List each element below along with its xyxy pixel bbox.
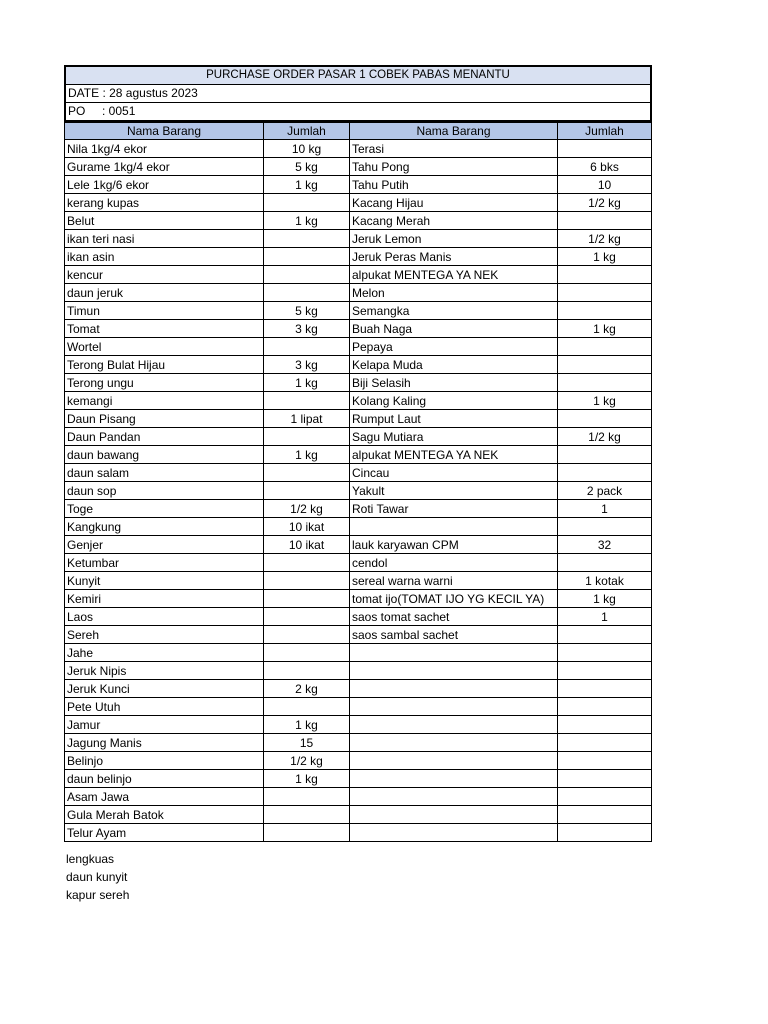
table-row	[65, 194, 652, 212]
item-name-left: Kangkung	[65, 518, 264, 536]
item-qty-right	[558, 356, 652, 374]
item-qty-left	[264, 194, 350, 212]
item-name-left: daun salam	[65, 464, 264, 482]
item-qty-left: 3 kg	[264, 320, 350, 338]
item-qty-right	[558, 752, 652, 770]
item-qty-left	[264, 626, 350, 644]
item-name-right	[350, 806, 558, 824]
item-qty-right	[558, 338, 652, 356]
item-qty-left: 15	[264, 734, 350, 752]
item-name-right	[350, 518, 558, 536]
item-name-right: lauk karyawan CPM	[350, 536, 558, 554]
column-header-right-name: Nama Barang	[350, 123, 558, 140]
item-name-left: Belinjo	[65, 752, 264, 770]
item-qty-left: 1/2 kg	[264, 500, 350, 518]
table-row	[65, 680, 652, 698]
item-qty-right: 1 kg	[558, 248, 652, 266]
table-row	[65, 572, 652, 590]
table-row	[65, 752, 652, 770]
item-name-right: Biji Selasih	[350, 374, 558, 392]
item-qty-left: 10 kg	[264, 140, 350, 158]
item-name-right: Sagu Mutiara	[350, 428, 558, 446]
item-name-right: Pepaya	[350, 338, 558, 356]
item-qty-right: 1/2 kg	[558, 230, 652, 248]
item-qty-left	[264, 428, 350, 446]
item-name-left: Terong ungu	[65, 374, 264, 392]
item-qty-left: 5 kg	[264, 158, 350, 176]
table-row	[65, 356, 652, 374]
item-name-left: Timun	[65, 302, 264, 320]
item-qty-left	[264, 644, 350, 662]
item-name-left: Gula Merah Batok	[65, 806, 264, 824]
table-row	[65, 644, 652, 662]
item-name-right: Buah Naga	[350, 320, 558, 338]
item-name-right: sereal warna warni	[350, 572, 558, 590]
items-table-body	[65, 140, 652, 842]
item-name-left: Kemiri	[65, 590, 264, 608]
item-qty-left: 1 kg	[264, 374, 350, 392]
order-number: PO : 0051	[68, 104, 136, 118]
item-name-left: Jagung Manis	[65, 734, 264, 752]
item-name-right	[350, 680, 558, 698]
table-row	[65, 266, 652, 284]
item-qty-left: 2 kg	[264, 680, 350, 698]
item-qty-right	[558, 734, 652, 752]
table-row	[65, 392, 652, 410]
item-name-right: Tahu Putih	[350, 176, 558, 194]
item-name-left: Daun Pandan	[65, 428, 264, 446]
item-name-left: Kunyit	[65, 572, 264, 590]
item-name-right	[350, 716, 558, 734]
item-name-left: kerang kupas	[65, 194, 264, 212]
item-qty-right	[558, 140, 652, 158]
extra-item: kapur sereh	[66, 888, 130, 902]
table-row	[65, 824, 652, 842]
table-row	[65, 374, 652, 392]
item-qty-left: 5 kg	[264, 302, 350, 320]
table-row	[65, 554, 652, 572]
item-qty-left	[264, 284, 350, 302]
table-row	[65, 464, 652, 482]
item-name-left: ikan asin	[65, 248, 264, 266]
item-name-right: Semangka	[350, 302, 558, 320]
item-name-right: Yakult	[350, 482, 558, 500]
extra-items-list	[66, 850, 129, 904]
item-name-right: saos sambal sachet	[350, 626, 558, 644]
table-row	[65, 176, 652, 194]
order-date: DATE : 28 agustus 2023	[66, 85, 650, 103]
extra-item: daun kunyit	[66, 870, 128, 884]
item-name-right: Roti Tawar	[350, 500, 558, 518]
item-qty-right	[558, 626, 652, 644]
item-name-left: kemangi	[65, 392, 264, 410]
table-row	[65, 536, 652, 554]
item-qty-left	[264, 698, 350, 716]
item-qty-right	[558, 518, 652, 536]
table-row	[65, 770, 652, 788]
item-qty-left	[264, 482, 350, 500]
item-qty-left	[264, 338, 350, 356]
item-name-right: alpukat MENTEGA YA NEK	[350, 446, 558, 464]
item-name-right	[350, 662, 558, 680]
item-name-right: Kolang Kaling	[350, 392, 558, 410]
table-row	[65, 626, 652, 644]
item-qty-right	[558, 464, 652, 482]
item-name-left: kencur	[65, 266, 264, 284]
item-qty-right	[558, 302, 652, 320]
table-row	[65, 716, 652, 734]
item-qty-right: 1 kg	[558, 320, 652, 338]
extra-item: lengkuas	[66, 852, 115, 866]
item-name-left: Wortel	[65, 338, 264, 356]
item-qty-right	[558, 644, 652, 662]
item-name-right: Melon	[350, 284, 558, 302]
item-qty-left: 1/2 kg	[264, 752, 350, 770]
item-name-right	[350, 788, 558, 806]
item-qty-right: 1 kg	[558, 392, 652, 410]
item-name-left: Pete Utuh	[65, 698, 264, 716]
item-qty-right	[558, 770, 652, 788]
item-name-left: Telur Ayam	[65, 824, 264, 842]
item-name-left: Terong Bulat Hijau	[65, 356, 264, 374]
table-header-row	[65, 123, 652, 140]
item-name-left: Lele 1kg/6 ekor	[65, 176, 264, 194]
item-name-right	[350, 644, 558, 662]
item-qty-left	[264, 608, 350, 626]
table-row	[65, 230, 652, 248]
item-qty-left: 1 lipat	[264, 410, 350, 428]
column-header-left-qty: Jumlah	[264, 123, 350, 140]
item-qty-right: 1 kotak	[558, 572, 652, 590]
item-qty-right: 1	[558, 500, 652, 518]
item-qty-left	[264, 824, 350, 842]
item-name-left: Tomat	[65, 320, 264, 338]
item-name-right: Terasi	[350, 140, 558, 158]
item-qty-left: 1 kg	[264, 716, 350, 734]
column-header-left-name: Nama Barang	[65, 123, 264, 140]
item-name-right	[350, 752, 558, 770]
table-row	[65, 662, 652, 680]
item-qty-right	[558, 716, 652, 734]
item-name-left: Sereh	[65, 626, 264, 644]
table-row	[65, 140, 652, 158]
table-row	[65, 608, 652, 626]
item-qty-right	[558, 284, 652, 302]
item-qty-right	[558, 698, 652, 716]
item-name-right: saos tomat sachet	[350, 608, 558, 626]
item-name-right: alpukat MENTEGA YA NEK	[350, 266, 558, 284]
item-qty-right	[558, 446, 652, 464]
item-qty-right: 10	[558, 176, 652, 194]
table-row	[65, 212, 652, 230]
item-name-right: Kelapa Muda	[350, 356, 558, 374]
item-qty-right	[558, 212, 652, 230]
item-qty-left	[264, 788, 350, 806]
item-qty-left: 1 kg	[264, 770, 350, 788]
item-name-left: Asam Jawa	[65, 788, 264, 806]
table-row	[65, 338, 652, 356]
item-qty-left	[264, 806, 350, 824]
item-name-right: Kacang Merah	[350, 212, 558, 230]
table-row	[65, 446, 652, 464]
item-name-left: ikan teri nasi	[65, 230, 264, 248]
item-qty-left	[264, 266, 350, 284]
table-row	[65, 158, 652, 176]
purchase-order-sheet	[64, 65, 652, 842]
item-name-right	[350, 734, 558, 752]
item-name-right	[350, 770, 558, 788]
item-name-right: Cincau	[350, 464, 558, 482]
item-name-right: Kacang Hijau	[350, 194, 558, 212]
item-name-right: Tahu Pong	[350, 158, 558, 176]
item-qty-left	[264, 464, 350, 482]
table-row	[65, 482, 652, 500]
item-qty-right	[558, 554, 652, 572]
item-qty-right	[558, 788, 652, 806]
item-qty-left: 1 kg	[264, 446, 350, 464]
item-name-left: Jeruk Nipis	[65, 662, 264, 680]
table-row	[65, 734, 652, 752]
item-qty-right: 1/2 kg	[558, 194, 652, 212]
item-qty-left: 1 kg	[264, 176, 350, 194]
item-qty-right: 1	[558, 608, 652, 626]
item-name-left: Jamur	[65, 716, 264, 734]
item-name-left: Laos	[65, 608, 264, 626]
order-title: PURCHASE ORDER PASAR 1 COBEK PABAS MENANTU	[66, 67, 650, 85]
item-qty-left: 3 kg	[264, 356, 350, 374]
table-row	[65, 500, 652, 518]
item-name-right: tomat ijo(TOMAT IJO YG KECIL YA)	[350, 590, 558, 608]
item-qty-right: 32	[558, 536, 652, 554]
item-qty-left	[264, 554, 350, 572]
table-row	[65, 428, 652, 446]
table-row	[65, 320, 652, 338]
column-header-right-qty: Jumlah	[558, 123, 652, 140]
table-row	[65, 806, 652, 824]
table-row	[65, 698, 652, 716]
item-qty-right	[558, 374, 652, 392]
item-qty-right: 1 kg	[558, 590, 652, 608]
item-name-right: Jeruk Lemon	[350, 230, 558, 248]
item-qty-right	[558, 266, 652, 284]
item-name-right	[350, 698, 558, 716]
item-name-left: daun bawang	[65, 446, 264, 464]
item-name-right	[350, 824, 558, 842]
item-name-right: cendol	[350, 554, 558, 572]
item-qty-left: 10 ikat	[264, 536, 350, 554]
item-qty-right	[558, 662, 652, 680]
table-row	[65, 248, 652, 266]
item-name-left: Jeruk Kunci	[65, 680, 264, 698]
items-table	[64, 122, 652, 842]
item-qty-left	[264, 590, 350, 608]
item-qty-left	[264, 248, 350, 266]
item-qty-left	[264, 572, 350, 590]
item-qty-right: 6 bks	[558, 158, 652, 176]
item-name-left: Belut	[65, 212, 264, 230]
item-name-left: Genjer	[65, 536, 264, 554]
item-name-left: daun sop	[65, 482, 264, 500]
item-name-left: Gurame 1kg/4 ekor	[65, 158, 264, 176]
item-name-left: Jahe	[65, 644, 264, 662]
item-qty-left: 10 ikat	[264, 518, 350, 536]
item-qty-left	[264, 392, 350, 410]
table-row	[65, 410, 652, 428]
table-row	[65, 590, 652, 608]
item-name-right: Rumput Laut	[350, 410, 558, 428]
item-name-left: daun jeruk	[65, 284, 264, 302]
item-qty-right: 2 pack	[558, 482, 652, 500]
item-qty-left: 1 kg	[264, 212, 350, 230]
item-name-left: Nila 1kg/4 ekor	[65, 140, 264, 158]
item-qty-right	[558, 410, 652, 428]
item-qty-right	[558, 680, 652, 698]
item-name-left: daun belinjo	[65, 770, 264, 788]
item-name-right: Jeruk Peras Manis	[350, 248, 558, 266]
item-qty-left	[264, 662, 350, 680]
item-name-left: Daun Pisang	[65, 410, 264, 428]
item-qty-right	[558, 806, 652, 824]
table-row	[65, 788, 652, 806]
table-row	[65, 518, 652, 536]
item-qty-left	[264, 230, 350, 248]
item-qty-right	[558, 824, 652, 842]
item-name-left: Toge	[65, 500, 264, 518]
order-header	[64, 65, 652, 122]
item-qty-right: 1/2 kg	[558, 428, 652, 446]
table-row	[65, 302, 652, 320]
table-row	[65, 284, 652, 302]
item-name-left: Ketumbar	[65, 554, 264, 572]
